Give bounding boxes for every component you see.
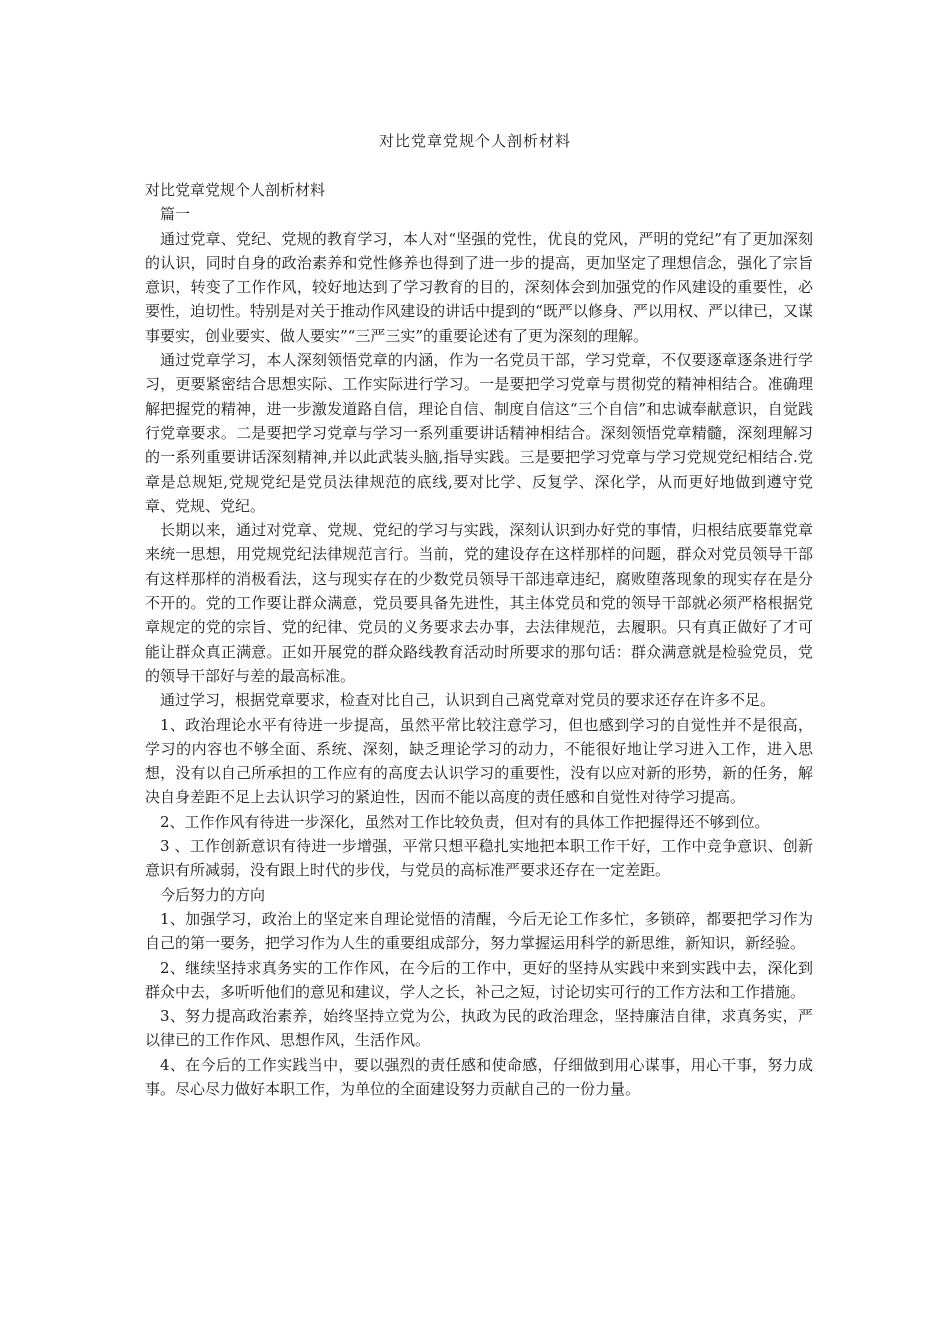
paragraph: 长期以来，通过对党章、党规、党纪的学习与实践，深刻认识到办好党的事情，归根结底要靠党章来统一思想，用党规党纪法律规范言行。当前，党的建设存在这样那样的问题，群众对党员领导干部有这样那样的消极看法，这与现实存在的少数党员领导干部违章违纪，腐败堕落现象的现实存在是分不开的。党的工作要让群众满意，党员要具备先进性，其主体党员和党的领导干部就必须严格根据党章规定的党的宗旨、党的纪律、党员的义务要求去办事，去法律规范，去履职。只有真正做好了才可能让群众真正满意。正如开展党的群众路线教育活动时所要求的那句话：群众满意就是检验党员，党的领导干部好与差的最高标准。	[145, 521, 813, 685]
section-label: 篇一	[160, 205, 191, 224]
list-item: 1、政治理论水平有待进一步提高，虽然平常比较注意学习，但也感到学习的自觉性并不是很高，学习的内容也不够全面、系统、深刻，缺乏理论学习的动力，不能很好地让学习进入工作，进入思想，没有以自己所承担的工作应有的高度去认识学习的重要性，没有以应对新的形势，新的任务，解决自身差距不足上去认识学习的紧迫性，因而不能以高度的责任感和自觉性对待学习提高。	[145, 715, 813, 807]
paragraph: 通过党章、党纪、党规的教育学习，本人对“坚强的党性，优良的党风，严明的党纪”有了更加深刻的认识，同时自身的政治素养和党性修养也得到了进一步的提高，更加坚定了理想信念，强化了宗旨意识，转变了工作作风，较好地达到了学习教育的目的，深刻体会到加强党的作风建设的重要性，必要性，迫切性。特别是对关于推动作风建设的讲话中提到的“既严以修身、严以用权、严以律已，又谋事要实，创业要实、做人要实”“三严三实”的重要论述有了更为深刻的理解。	[145, 229, 813, 345]
list-item: 2、工作作风有待进一步深化，虽然对工作比较负责，但对有的具体工作把握得还不够到位。	[160, 812, 770, 831]
list-item: 1、加强学习，政治上的坚定来自理论觉悟的清醒，今后无论工作多忙，多锁碎，都要把学习作为自己的第一要务，把学习作为人生的重要组成部分，努力掌握运用科学的新思维，新知识，新经验。	[145, 909, 813, 953]
section-heading: 今后努力的方向	[160, 885, 266, 904]
paragraph: 通过党章学习，本人深刻领悟党章的内涵，作为一名党员干部，学习党章，不仅要逐章逐条进行学习，更要紧密结合思想实际、工作实际进行学习。一是要把学习党章与贯彻党的精神相结合。准确理解把握党的精神，进一步激发道路自信，理论自信、制度自信这“三个自信”和忠诚奉献意识，自觉践行党章要求。二是要把学习党章与学习一系列重要讲话精神相结合。深刻领悟党章精髓，深刻理解习的一系列重要讲话深刻精神,并以此武装头脑,指导实践。三是要把学习党章与学习党规党纪相结合.党章是总规矩,党规党纪是党员法律规范的底线,要对比学、反复学、深化学，从而更好地做到遵守党章、党规、党纪。	[145, 351, 813, 515]
paragraph: 通过学习，根据党章要求，检查对比自己，认识到自己离党章对党员的要求还存在许多不足。	[160, 691, 776, 710]
document-title: 对比党章党规个人剖析材料	[378, 132, 571, 150]
list-item: 4、在今后的工作实践当中，要以强烈的责任感和使命感，仔细做到用心谋事，用心干事，努力成事。尽心尽力做好本职工作，为单位的全面建设努力贡献自己的一份力量。	[145, 1055, 813, 1098]
body-heading: 对比党章党规个人剖析材料	[145, 181, 326, 199]
list-item: 2、继续坚持求真务实的工作作风，在今后的工作中，更好的坚持从实践中来到实践中去，深化到群众中去，多听听他们的意见和建议，学人之长，补己之短，讨论切实可行的工作方法和工作措施。	[145, 958, 813, 1001]
list-item: 3、努力提高政治素养，始终坚持立党为公，执政为民的政治理念，坚持廉洁自律，求真务实，严以律已的工作作风、思想作风，生活作风。	[145, 1007, 813, 1050]
document-body	[145, 178, 813, 1101]
list-item: 3 、工作创新意识有待进一步增强，平常只想平稳扎实地把本职工作干好，工作中竞争意识、创新意识有所减弱，没有跟上时代的步伐，与党员的高标准严要求还存在一定差距。	[145, 837, 813, 880]
